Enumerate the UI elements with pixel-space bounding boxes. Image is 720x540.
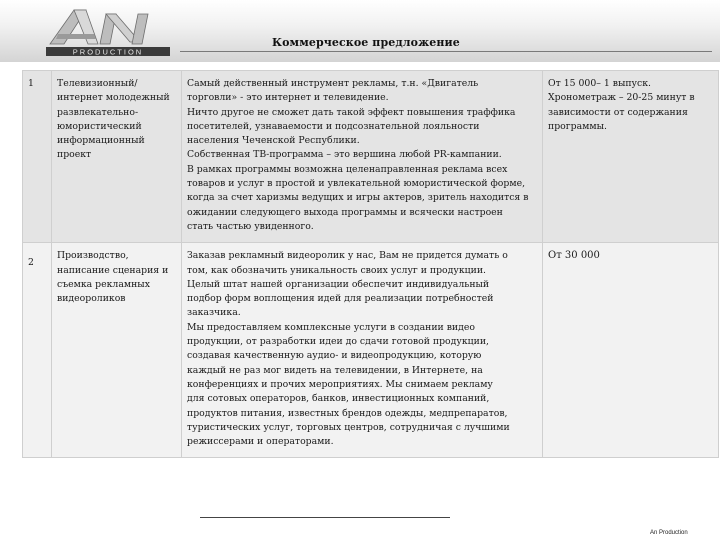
service-name: Производство, написание сценария и съемка рекламных видеороликов: [52, 243, 182, 458]
description-line: режиссерами и операторами.: [187, 436, 334, 448]
description-line: Самый действенный инструмент рекламы, т.н. «Двигатель: [187, 78, 479, 89]
service-name: Телевизионный/ интернет молодежный развлекательно-юмористический информационный проект: [52, 71, 182, 243]
row-number: 1: [23, 71, 52, 243]
description-line: Ничто другое не сможет дать такой эффект повышения траффика: [187, 106, 516, 118]
description-line: том, как обозначить уникальность своих услуг и продукции.: [187, 264, 486, 276]
description-line: когда за счет харизмы ведущих и игры актеров, зритель находится в: [187, 192, 529, 204]
header-bar: [0, 0, 720, 62]
description-line: продуктов питания, известных брендов одежды, медпрепаратов,: [187, 407, 508, 419]
description-line: каждый не раз мог видеть на телевидении, в Интернете, на: [187, 364, 483, 376]
description-line: ожидании следующего выхода программы и всячески настроен: [187, 206, 503, 218]
description-line: подбор форм воплощения идей для реализации потребностей: [187, 293, 494, 305]
description-line: заказчика.: [187, 307, 241, 319]
footer-divider: [200, 517, 450, 518]
service-description: [182, 71, 543, 243]
description-line: Мы предоставляем комплексные услуги в создании видео: [187, 321, 475, 333]
description-line: посетителей, узнаваемости и подсознательной лояльности: [187, 120, 480, 132]
description-line: создавая качественную аудио- и видеопродукцию, которую: [187, 350, 482, 362]
description-line: туристических услуг, торговых центров, сотрудничая с лучшими: [187, 421, 510, 433]
page-title: Коммерческое предложение: [272, 36, 460, 49]
description-line: товаров и услуг в простой и увлекательной юмористической форме,: [187, 178, 526, 190]
description-line: продукции, от разработки идеи до сдачи готовой продукции,: [187, 336, 489, 348]
description-line: Заказав рекламный видеоролик у нас, Вам не придется думать о: [187, 250, 508, 262]
description-line: В рамках программы возможна целенаправленная реклама всех: [187, 163, 508, 175]
description-line: Собственная ТВ-программа – это вершина любой PR-кампании.: [187, 149, 502, 161]
description-line: конференциях и прочих мероприятиях. Мы снимаем рекламу: [187, 378, 493, 390]
service-description: [182, 243, 543, 458]
an-production-logo: [44, 6, 174, 58]
footer-credit: An Production: [650, 530, 688, 536]
logo-text: PRODUCTION: [72, 47, 144, 57]
description-line: стать частью увиденного.: [187, 220, 314, 232]
description-line: для сотовых операторов, банков, инвестиционных компаний,: [187, 393, 490, 405]
table-row: [23, 243, 719, 458]
header-divider: [180, 51, 712, 52]
offer-table: [22, 70, 719, 458]
row-number: 2: [23, 243, 52, 458]
description-line: Целый штат нашей организации обеспечит индивидуальный: [187, 278, 490, 290]
description-line: торговли» - это интернет и телевидение.: [187, 92, 389, 104]
description-line: населения Чеченской Республики.: [187, 135, 360, 147]
table-row: [23, 71, 719, 243]
service-price: От 15 000– 1 выпуск. Хронометраж – 20-25 минут в зависимости от содержания программы.: [543, 71, 719, 243]
service-price: От 30 000: [543, 243, 719, 458]
